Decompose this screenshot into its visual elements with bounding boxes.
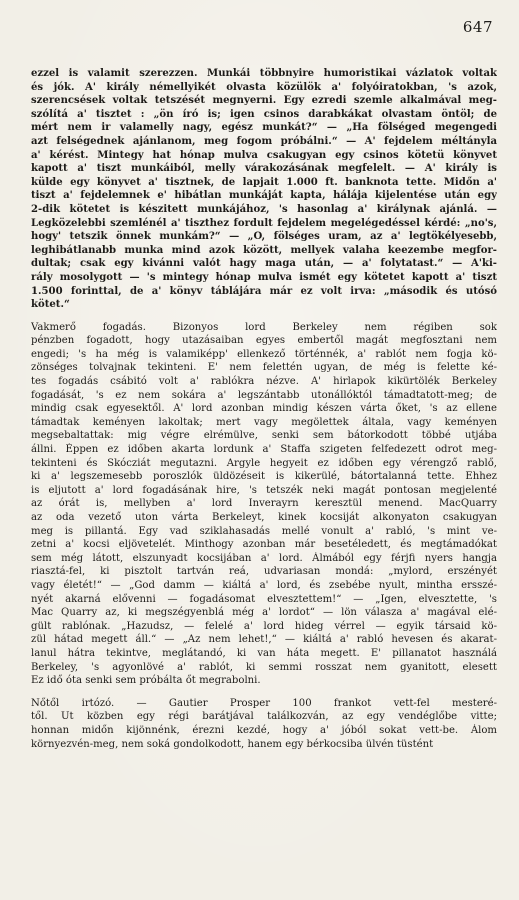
text-line: sem még látott, elszunyadt kocsijában a' lord. Álmából egy férjfi nyers hangja [31,552,497,564]
text-line: vagy életét!“ — „God damm — kiáltá a' lord, és zsebébe nyult, mintha ersszé- [31,579,497,591]
paragraph-gap [31,312,497,321]
text-line: dultak; csak egy kivánni valót hagy maga után, — a' folytatast.“ — A'ki- [31,258,497,270]
text-line: Mac Quarry az, ki megszégyenblá még a' lordot“ — lön válasza a' magával elé- [31,607,497,619]
text-line: azt felségednek ajánlanom, meg fogom próbálni.“ — A' fejdelem méltányla [31,135,497,147]
text-line: meg is pillantá. Egy vad sziklahasadás mellé vonult a' rabló, 's mint ve- [31,525,497,537]
text-line: lanul hátra tekintve, meglátandó, ki van háta megett. E' pillanatot használá [31,647,497,659]
text-line: Nőtől irtózó. — Gautier Prosper 100 frankot vett-fel mesteré- [31,697,497,709]
text-line: riasztá-fel, ki pisztolt tartván reá, udvariasan mondá: „mylord, erszényét [31,566,497,578]
text-line: gült rablónak. „Hazudsz, — felelé a' lord hideg vérrel — egyik társaid kö- [31,620,497,632]
paragraph-gap [31,688,497,697]
text-line: mért nem ir valamelly nagy, egész munkát?“ — „Ha fölséged megengedi [31,122,497,134]
page-text [31,67,497,751]
text-line: állni. Éppen ez időben akarta lordunk a' Staffa szigeten felfedezett odrot meg- [31,444,497,456]
text-line: 1.500 forinttal, de a' könyv táblájára már ez volt irva: „második és utósó [31,285,497,297]
text-line: pénzben fogadott, hogy utazásaiban egyes embertől magát megfosztani nem [31,335,497,347]
text-line: Ez idő óta senki sem próbálta őt megrabolni. [31,675,261,687]
text-line: engedi; 's ha még is valamiképp' ellenkező történnék, a' rablót nem fogja kö- [31,348,497,360]
text-line: leghibátlanabb munka mind azok között, mellyek valaha keezembe megfor- [31,244,497,256]
text-line: zetni a' kocsi eljövetelét. Minthogy azonban már besetéledett, és megtámadókat [31,539,497,551]
text-line: nyét akarná elővenni — fogadásomat elvesztettem!“ — „Igen, elvesztette, 's [31,593,497,605]
text-line: Legközelebbi szemlénél a' tiszthez fordult fejdelem megelégedéssel kérdé: „no's, [31,217,497,229]
text-line: ezzel is valamit szerezzen. Munkái többnyire humoristikai vázlatok voltak [31,68,497,79]
text-line: rály mosolygott — 's mintegy hónap mulva ismét egy kötetet kapott a' tiszt [31,271,497,283]
text-line: az oda vezető uton várta Berkeleyt, kinek kocsiját alkonyaton csakugyan [31,512,497,523]
text-line: tekinteni és Skócziát megutazni. Argyle hegyeit ez időben egy vérengző rablő, [31,457,497,469]
text-line: szerencsések voltak tetszését megnyerni. Egy ezredi szemle alkalmával meg- [31,95,497,107]
text-line: is eljutott a' lord fogadásának hire, 's tetszék neki magát pontosan megjelenté [31,484,497,496]
text-line: tiszt a' fejdelemnek e' hibátlan munkáját kapta, hálája kijelentése után egy [31,190,497,202]
text-line: hogy' tetszik önnek munkám?“ — „O, fölséges uram, az a' legtökélyesebb, [31,231,497,243]
text-line: kapott a' tiszt munkáiból, melly várakozásának megfelelt. — A' király is [31,163,497,175]
text-line: fogadását, 's ez nem sokára a' legszántabb utonállóktól támadtatott-meg; de [31,389,497,401]
text-line: megsebaltattak: mig végre elrémülve, senki sem bátorkodott többé utjába [31,430,497,442]
text-line: tes fogadás csábitó volt a' rablókra nézve. A' hirlapok kikürtölék Berkeley [31,376,497,388]
text-line: Vakmerő fogadás. Bizonyos lord Berkeley nem régiben sok [31,321,497,333]
text-line: 2-dik kötetet is készitett munkájához, 's hasonlag a' királynak ajánlá. — [31,203,497,215]
text-line: a' kérést. Mintegy hat hónap mulva csakugyan egy csinos kötetü könyvet [31,149,497,161]
text-line: támadtak keményen lakoltak; mert vagy megölettek általa, vagy keményen [31,416,497,428]
text-line: honnan midőn kijönnénk, érezni kezdé, hogy a' jóból sokat vett-be. Álom [31,724,497,736]
text-line: mindig csak egyesektől. A' lord azonban mindig készen várta őket, 's az ellene [31,403,497,415]
text-line: Berkeley, 's agyonlövé a' rablót, ki semmi rosszat nem gyanitott, elesett [31,661,497,673]
text-line: től. Ut közben egy régi barátjával találkozván, az egy vendéglőbe vitte; [31,711,497,723]
page-number: 647 [462,18,493,36]
text-line: ki a' legszemesebb poroszlók üldözéseit is kikerülé, bátortalanná tette. Ehhez [31,471,497,483]
text-line: szólítá a' tisztet : „ön író is; igen csinos darabkákat olvastam öntöl; de [31,108,497,120]
text-line: zönséges tolvajnak tekinteni. E' nem felettén ugyan, de még is felette ké- [31,362,497,374]
text-line: külde egy könyvet a' tisztnek, de lapjait 1.000 ft. banknota tette. Midőn a' [31,176,497,188]
text-line: környezvén-meg, nem soká gondolkodott, hanem egy bérkocsiba ülvén tüstént [31,738,434,750]
text-line: kötet.“ [31,299,70,311]
text-line: zül hátad megett áll.“ — „Az nem lehet!,“ — kiáltá a' rabló hevesen és akarat- [31,634,497,646]
text-line: és jók. A' király némellyikét olvasta közülök a' folyóiratokban, 's azok, [31,81,497,93]
text-line: az órát is, mellyben a' lord Inverayrn keresztül menend. MacQuarry [31,498,497,510]
